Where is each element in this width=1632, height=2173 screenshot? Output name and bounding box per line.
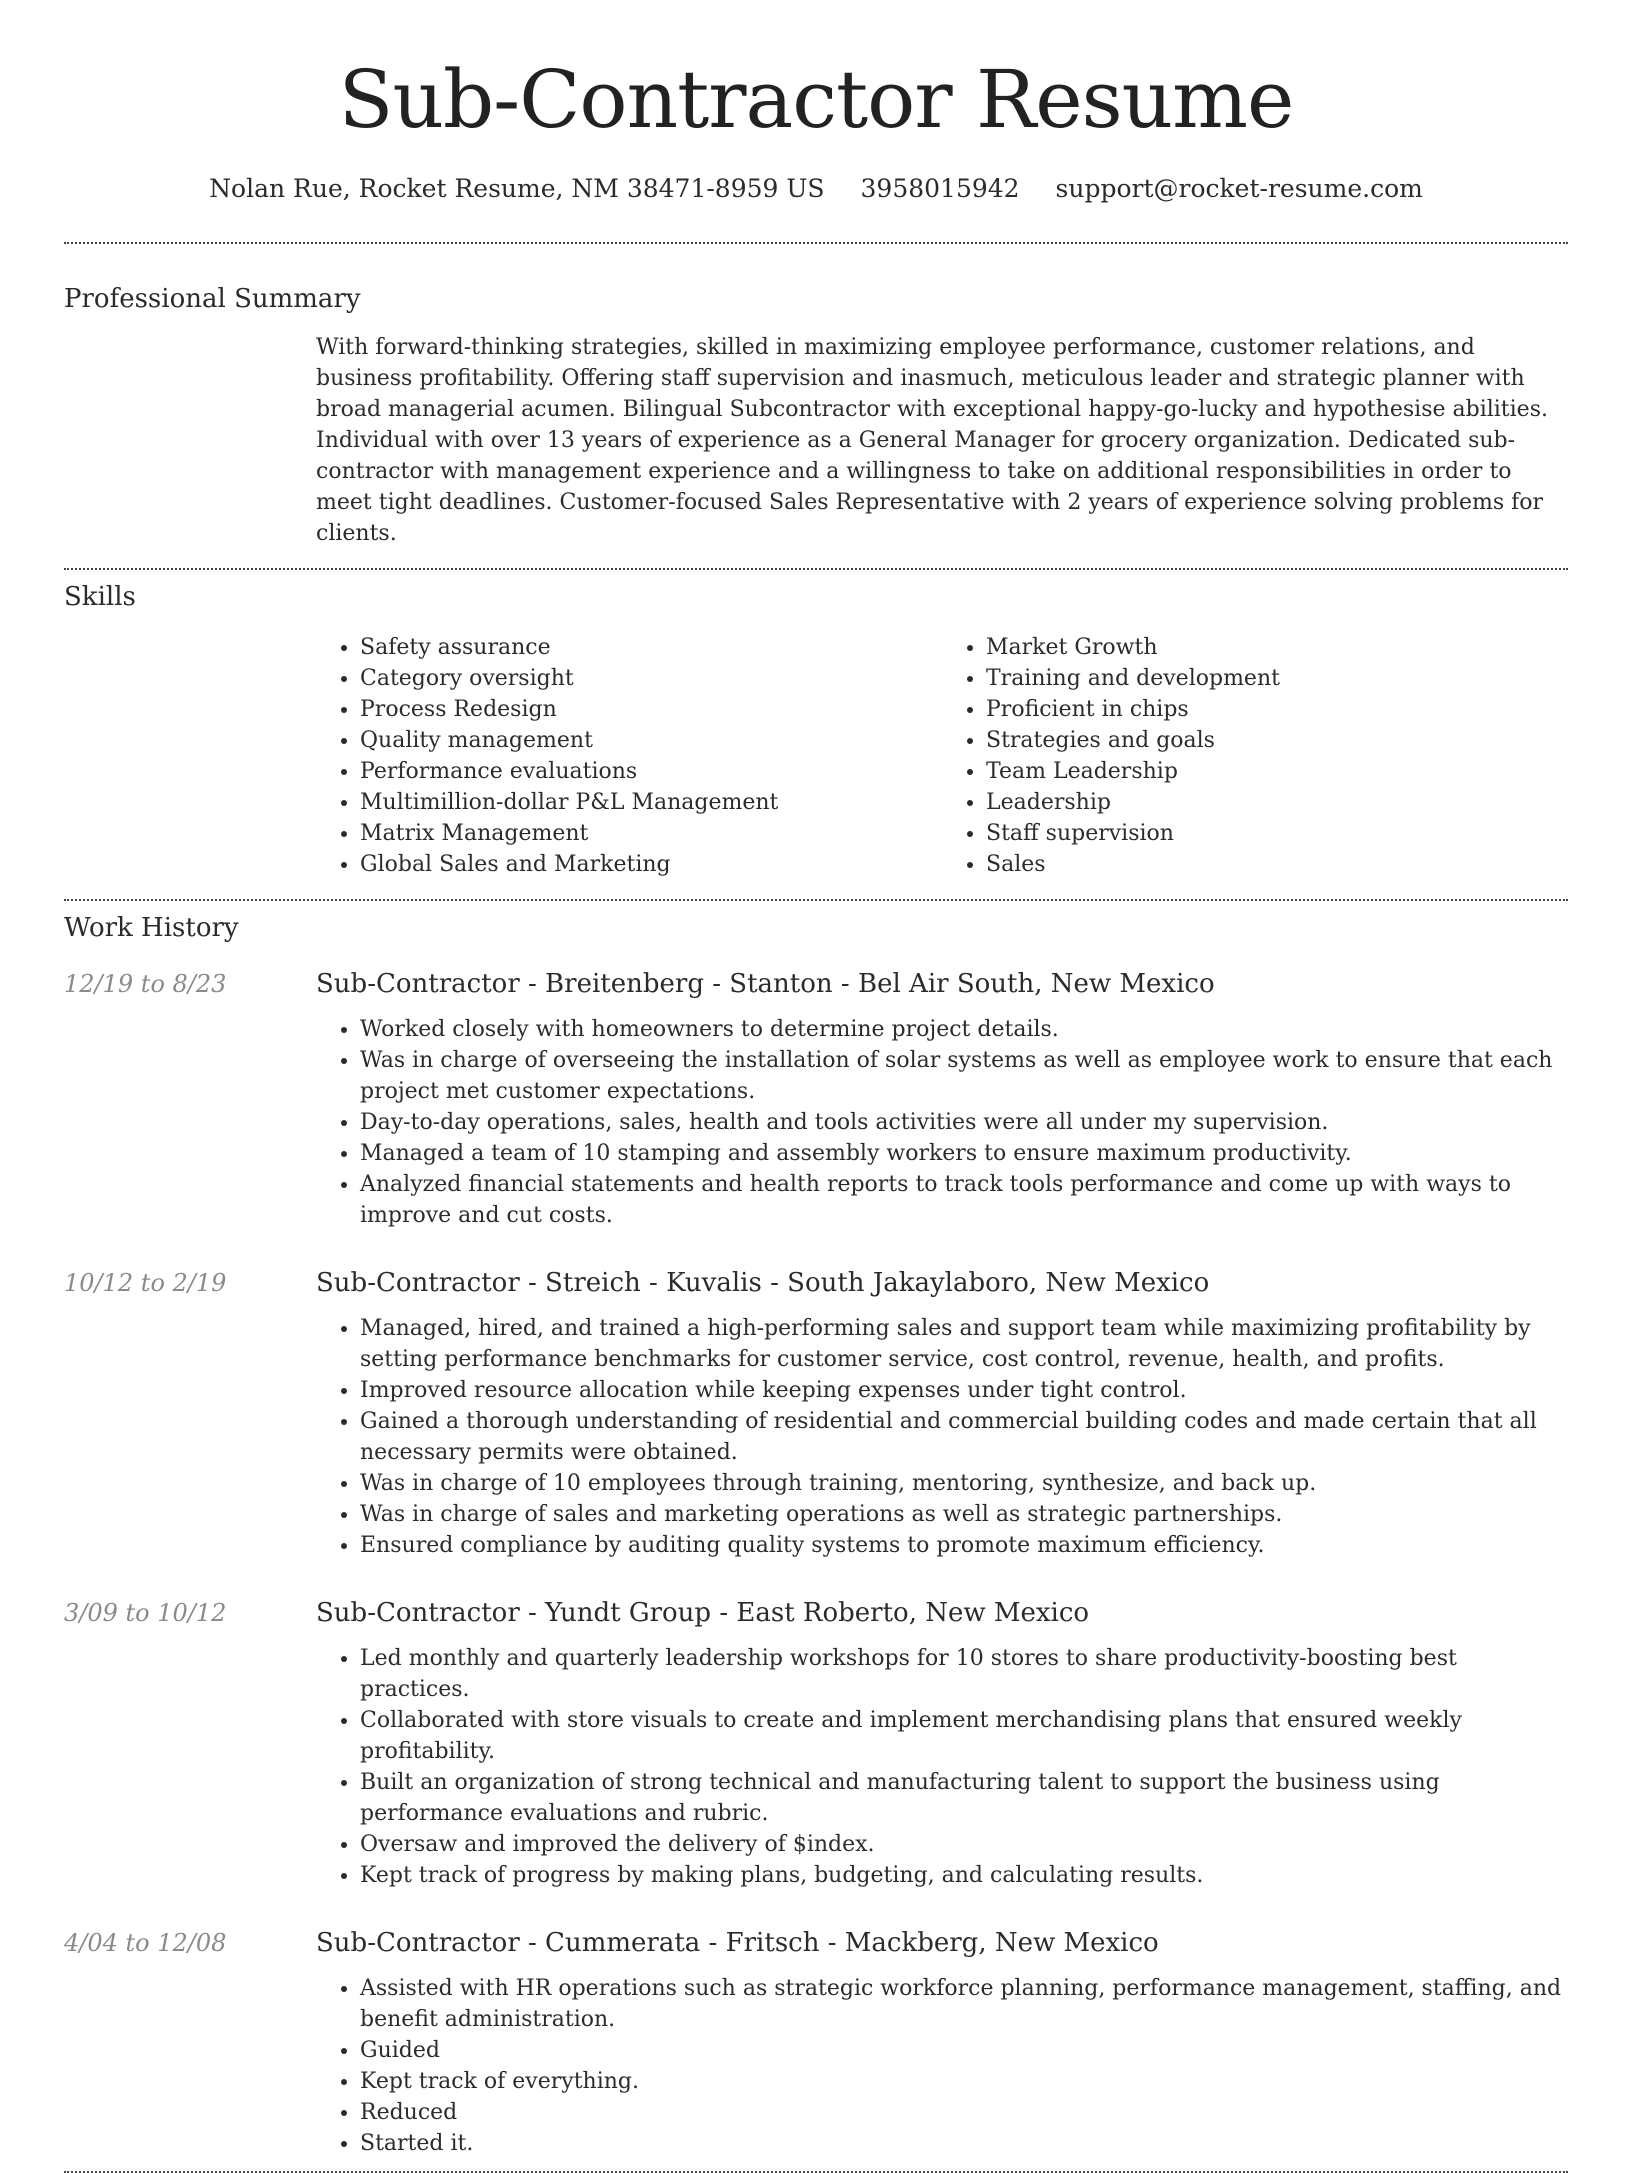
contact-line (64, 172, 1568, 206)
skill-item: • Training and development (986, 663, 1568, 694)
job-title: Sub-Contractor - Cummerata - Fritsch - Mackberg, New Mexico (316, 1928, 1159, 1958)
skills-section (64, 570, 1568, 880)
job-bullet: • Started it. (360, 2128, 1568, 2159)
skill-item: • Proficient in chips (986, 694, 1568, 725)
job-bullet: • Kept track of everything. (360, 2066, 1568, 2097)
job-bullets (316, 1313, 1568, 1561)
job-entry (64, 1926, 1568, 2159)
skill-item: • Multimillion-dollar P&L Management (360, 787, 942, 818)
job-entry (64, 1266, 1568, 1561)
job-bullet: • Kept track of progress by making plans, budgeting, and calculating results. (360, 1860, 1568, 1891)
skill-item: • Leadership (986, 787, 1568, 818)
job-dates: 10/12 to 2/19 (64, 1269, 227, 1297)
skill-item: • Safety assurance (360, 632, 942, 663)
job-entry (64, 1596, 1568, 1891)
job-dates: 12/19 to 8/23 (64, 970, 227, 998)
job-bullets (316, 1014, 1568, 1231)
job-bullet: • Day-to-day operations, sales, health and tools activities were all under my supervision. (360, 1107, 1568, 1138)
job-bullet: • Was in charge of 10 employees through training, mentoring, synthesize, and back up. (360, 1468, 1568, 1499)
work-history-section (64, 901, 1568, 2159)
skill-item: • Sales (986, 849, 1568, 880)
job-bullet: • Analyzed financial statements and health reports to track tools performance and come up with ways to improve and cut costs. (360, 1169, 1568, 1231)
job-bullets (316, 1643, 1568, 1891)
job-dates: 3/09 to 10/12 (64, 1599, 227, 1627)
job-bullet: • Managed a team of 10 stamping and assembly workers to ensure maximum productivity. (360, 1138, 1568, 1169)
job-bullet: • Oversaw and improved the delivery of $index. (360, 1829, 1568, 1860)
job-bullet: • Led monthly and quarterly leadership workshops for 10 stores to share productivity-boosting best practices. (360, 1643, 1568, 1705)
skill-item: • Matrix Management (360, 818, 942, 849)
job-dates: 4/04 to 12/08 (64, 1929, 227, 1957)
skill-item: • Process Redesign (360, 694, 942, 725)
job-bullet: • Reduced (360, 2097, 1568, 2128)
skill-item: • Strategies and goals (986, 725, 1568, 756)
contact-address: Nolan Rue, Rocket Resume, NM 38471-8959 US (209, 174, 825, 203)
resume-title: Sub-Contractor Resume (338, 53, 1294, 146)
job-bullet: • Managed, hired, and trained a high-performing sales and support team while maximizing profitability by setting performance benchmarks for customer service, cost control, revenue, health, and profits. (360, 1313, 1568, 1375)
contact-phone: 3958015942 (860, 174, 1020, 203)
job-bullet: • Built an organization of strong technical and manufacturing talent to support the business using performance evaluations and rubric. (360, 1767, 1568, 1829)
job-bullet: • Was in charge of overseeing the installation of solar systems as well as employee work to ensure that each project met customer expectations. (360, 1045, 1568, 1107)
contact-email: support@rocket-resume.com (1055, 174, 1423, 203)
job-bullet: • Improved resource allocation while keeping expenses under tight control. (360, 1375, 1568, 1406)
job-title: Sub-Contractor - Yundt Group - East Roberto, New Mexico (316, 1598, 1090, 1628)
skill-item: • Category oversight (360, 663, 942, 694)
skills-list-right (942, 632, 1568, 880)
job-bullet: • Ensured compliance by auditing quality systems to promote maximum efficiency. (360, 1530, 1568, 1561)
section-heading-work-history: Work History (64, 913, 239, 943)
skill-item: • Quality management (360, 725, 942, 756)
summary-section (64, 244, 1568, 549)
skill-item: • Staff supervision (986, 818, 1568, 849)
skill-item: • Performance evaluations (360, 756, 942, 787)
skill-item: • Market Growth (986, 632, 1568, 663)
job-title: Sub-Contractor - Breitenberg - Stanton - Bel Air South, New Mexico (316, 969, 1215, 999)
section-heading-skills: Skills (64, 582, 136, 612)
job-bullet: • Guided (360, 2035, 1568, 2066)
job-entry (64, 967, 1568, 1231)
job-bullet: • Was in charge of sales and marketing operations as well as strategic partnerships. (360, 1499, 1568, 1530)
summary-text: With forward-thinking strategies, skilled in maximizing employee performance, customer relations, and business profitability. Offering staff supervision and inasmuch, meticulous leader and strategic planner with broad managerial acumen. Bilingual Subcontractor with exceptional happy-go-lucky and hypothesise abilities. Individual with over 13 years of experience as a General Manager for grocery organization. Dedicated sub-contractor with management experience and a willingness to take on additional responsibilities in order to meet tight deadlines. Customer-focused Sales Representative with 2 years of experience solving problems for clients. (316, 335, 1548, 546)
job-bullet: • Worked closely with homeowners to determine project details. (360, 1014, 1568, 1045)
job-bullet: • Assisted with HR operations such as strategic workforce planning, performance management, staffing, and benefit administration. (360, 1973, 1568, 2035)
skill-item: • Team Leadership (986, 756, 1568, 787)
job-bullet: • Collaborated with store visuals to create and implement merchandising plans that ensured weekly profitability. (360, 1705, 1568, 1767)
job-bullet: • Gained a thorough understanding of residential and commercial building codes and made certain that all necessary permits were obtained. (360, 1406, 1568, 1468)
section-heading-summary: Professional Summary (64, 284, 361, 314)
job-bullets (316, 1973, 1568, 2159)
job-title: Sub-Contractor - Streich - Kuvalis - South Jakaylaboro, New Mexico (316, 1268, 1210, 1298)
skill-item: • Global Sales and Marketing (360, 849, 942, 880)
skills-list-left (316, 632, 942, 880)
